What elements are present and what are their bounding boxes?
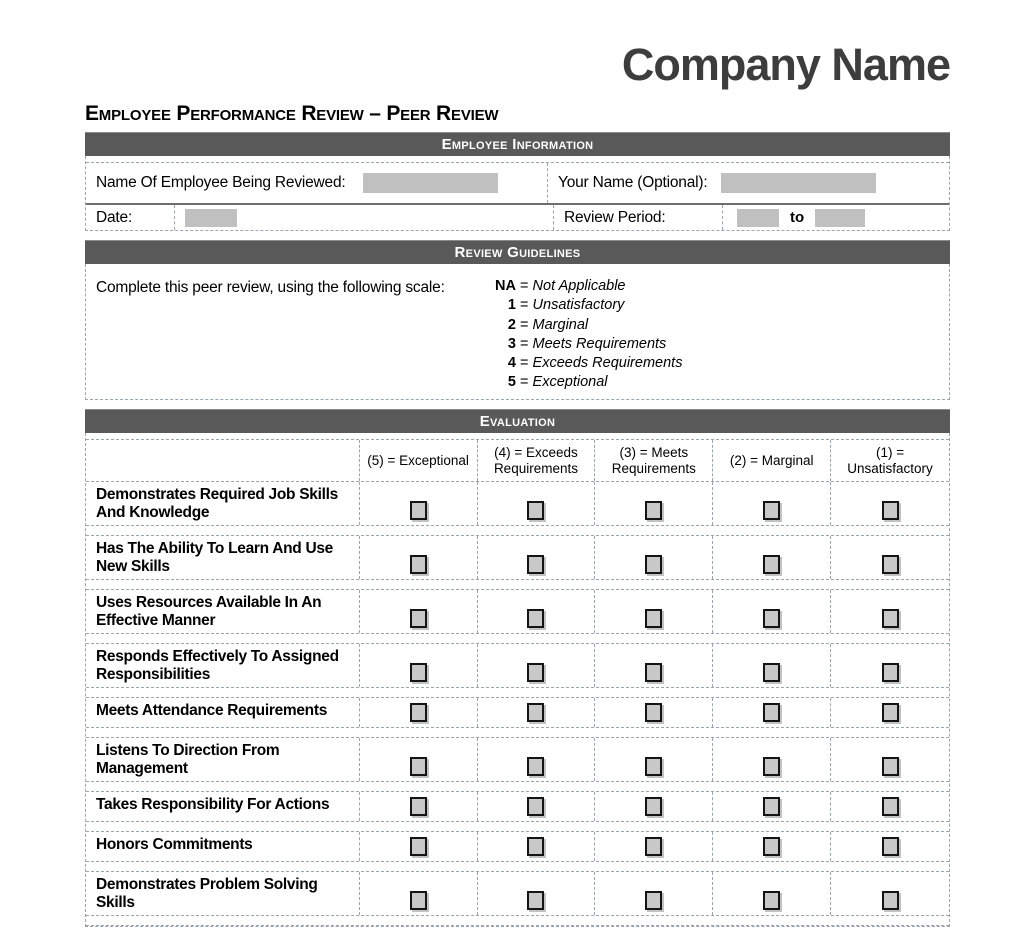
rating-cell — [831, 482, 949, 525]
rating-checkbox[interactable] — [882, 797, 899, 816]
rating-cell — [478, 482, 596, 525]
rating-checkbox[interactable] — [763, 703, 780, 722]
rating-checkbox[interactable] — [763, 555, 780, 574]
evaluation-row — [86, 792, 949, 822]
rating-checkbox[interactable] — [645, 663, 662, 682]
review-period-start-input[interactable] — [737, 209, 779, 227]
rating-column-header: (5) = Exceptional — [360, 440, 478, 481]
rating-cell — [713, 792, 831, 821]
spacer-row — [86, 728, 949, 738]
rating-checkbox[interactable] — [410, 797, 427, 816]
date-label: Date: — [96, 208, 133, 226]
rating-cell — [831, 738, 949, 781]
date-label-cell — [86, 205, 175, 230]
rating-column-header: (3) = Meets Requirements — [595, 440, 713, 481]
rating-checkbox[interactable] — [882, 555, 899, 574]
section-header-employee-information: Employee Information — [85, 132, 950, 156]
rating-cell — [595, 536, 713, 579]
evaluation-row — [86, 536, 949, 580]
date-input[interactable] — [185, 209, 237, 227]
rating-checkbox[interactable] — [763, 891, 780, 910]
criterion-label: Meets Attendance Requirements — [86, 698, 360, 727]
criterion-label: Takes Responsibility For Actions — [86, 792, 360, 821]
rating-column-header: (1) = Unsatisfactory — [847, 444, 933, 476]
date-input-cell — [175, 205, 554, 230]
criterion-label: Demonstrates Problem Solving Skills — [86, 872, 360, 915]
rating-cell — [595, 590, 713, 633]
rating-checkbox[interactable] — [763, 609, 780, 628]
rating-cell — [478, 832, 596, 861]
rating-cell — [360, 832, 478, 861]
rating-checkbox[interactable] — [527, 797, 544, 816]
rating-cell — [360, 792, 478, 821]
rating-checkbox[interactable] — [645, 703, 662, 722]
to-label: to — [790, 209, 805, 226]
rating-checkbox[interactable] — [410, 609, 427, 628]
scale-item: 4 = Exceeds Requirements — [507, 355, 683, 372]
rating-cell — [360, 738, 478, 781]
rating-cell — [831, 698, 949, 727]
form-page — [0, 39, 950, 927]
criterion-label: Honors Commitments — [86, 832, 360, 861]
rating-cell — [360, 536, 478, 579]
spacer-row — [86, 782, 949, 792]
evaluation-header-row — [86, 440, 949, 482]
rating-cell — [595, 872, 713, 915]
rating-cell — [713, 536, 831, 579]
criterion-column-header — [86, 440, 360, 481]
rating-checkbox[interactable] — [882, 837, 899, 856]
rating-cell — [360, 590, 478, 633]
rating-cell — [831, 644, 949, 687]
rating-checkbox[interactable] — [763, 501, 780, 520]
rating-cell — [713, 738, 831, 781]
section-header-evaluation: Evaluation — [85, 409, 950, 433]
scale-item: 5 = Exceptional — [507, 374, 608, 391]
your-name-cell — [548, 163, 949, 203]
rating-checkbox[interactable] — [410, 663, 427, 682]
rating-checkbox[interactable] — [527, 891, 544, 910]
rating-cell — [478, 644, 596, 687]
rating-checkbox[interactable] — [527, 663, 544, 682]
rating-checkbox[interactable] — [410, 891, 427, 910]
rating-cell — [595, 644, 713, 687]
rating-cell — [595, 482, 713, 525]
scale-item: NA = Not Applicable — [495, 278, 626, 294]
info-row-dates — [86, 205, 949, 230]
rating-checkbox[interactable] — [527, 609, 544, 628]
review-period-label-cell — [554, 205, 723, 230]
rating-checkbox[interactable] — [882, 703, 899, 722]
rating-checkbox[interactable] — [645, 501, 662, 520]
rating-checkbox[interactable] — [645, 609, 662, 628]
evaluation-row — [86, 738, 949, 782]
spacer-row — [86, 156, 949, 163]
rating-checkbox[interactable] — [410, 555, 427, 574]
review-period-label: Review Period: — [564, 208, 666, 226]
rating-cell — [713, 482, 831, 525]
rating-checkbox[interactable] — [410, 501, 427, 520]
rating-checkbox[interactable] — [763, 837, 780, 856]
criterion-label: Uses Resources Available In An Effective Manner — [86, 590, 360, 633]
rating-cell — [713, 698, 831, 727]
rating-cell — [713, 590, 831, 633]
rating-cell — [831, 872, 949, 915]
rating-cell — [360, 698, 478, 727]
rating-cell — [360, 872, 478, 915]
rating-checkbox[interactable] — [527, 757, 544, 776]
review-period-cell — [723, 205, 949, 230]
rating-cell — [595, 832, 713, 861]
spacer-row — [86, 822, 949, 832]
rating-checkbox[interactable] — [882, 891, 899, 910]
rating-cell — [713, 644, 831, 687]
rating-cell — [360, 482, 478, 525]
rating-cell — [831, 590, 949, 633]
spacer-row — [86, 916, 949, 926]
rating-checkbox[interactable] — [645, 891, 662, 910]
rating-cell — [831, 536, 949, 579]
evaluation-row — [86, 644, 949, 688]
spacer-row — [86, 688, 949, 698]
spacer-row — [86, 433, 949, 440]
info-row-names — [86, 163, 949, 203]
spacer-row — [86, 862, 949, 872]
rating-checkbox[interactable] — [763, 757, 780, 776]
employee-name-cell — [86, 163, 548, 203]
rating-scale-legend — [486, 277, 949, 393]
rating-cell — [831, 832, 949, 861]
rating-cell — [360, 644, 478, 687]
rating-checkbox[interactable] — [645, 757, 662, 776]
review-guidelines-box — [85, 264, 950, 400]
rating-cell — [595, 792, 713, 821]
employee-information-table — [85, 156, 950, 231]
evaluation-row — [86, 872, 949, 916]
your-name-label: Your Name (Optional): — [558, 174, 708, 191]
evaluation-row — [86, 698, 949, 728]
evaluation-row — [86, 832, 949, 862]
employee-name-input[interactable] — [363, 173, 498, 193]
criterion-label: Demonstrates Required Job Skills And Knowledge — [86, 482, 360, 525]
evaluation-row — [86, 482, 949, 526]
evaluation-row — [86, 590, 949, 634]
rating-cell — [713, 832, 831, 861]
guidelines-intro: Complete this peer review, using the following scale: — [96, 279, 445, 296]
rating-checkbox[interactable] — [410, 757, 427, 776]
rating-checkbox[interactable] — [882, 501, 899, 520]
rating-checkbox[interactable] — [645, 837, 662, 856]
rating-checkbox[interactable] — [645, 555, 662, 574]
scale-item: 3 = Meets Requirements — [507, 335, 667, 352]
rating-checkbox[interactable] — [882, 609, 899, 628]
criterion-label: Responds Effectively To Assigned Responsibilities — [86, 644, 360, 687]
employee-name-label: Name Of Employee Being Reviewed: — [96, 174, 346, 191]
rating-column-header: (4) = Exceeds Requirements — [478, 440, 596, 481]
rating-cell — [595, 738, 713, 781]
rating-checkbox[interactable] — [527, 837, 544, 856]
rating-cell — [478, 698, 596, 727]
rating-cell — [478, 738, 596, 781]
rating-checkbox[interactable] — [645, 797, 662, 816]
criterion-label: Listens To Direction From Management — [86, 738, 360, 781]
spacer-row — [86, 526, 949, 536]
rating-cell — [831, 792, 949, 821]
rating-cell — [595, 698, 713, 727]
rating-checkbox[interactable] — [763, 663, 780, 682]
rating-cell — [478, 792, 596, 821]
scale-item: 2 = Marginal — [507, 316, 589, 333]
review-period-end-input[interactable] — [815, 209, 865, 227]
criterion-label: Has The Ability To Learn And Use New Skills — [86, 536, 360, 579]
spacer-row — [86, 580, 949, 590]
rating-cell — [478, 536, 596, 579]
rating-cell — [478, 590, 596, 633]
rating-checkbox[interactable] — [882, 757, 899, 776]
spacer-row — [86, 634, 949, 644]
evaluation-table — [85, 433, 950, 927]
rating-checkbox[interactable] — [882, 663, 899, 682]
rating-checkbox[interactable] — [527, 555, 544, 574]
rating-checkbox[interactable] — [410, 703, 427, 722]
form-title: Employee Performance Review – Peer Review — [85, 102, 499, 125]
rating-checkbox[interactable] — [763, 797, 780, 816]
your-name-input[interactable] — [721, 173, 876, 193]
rating-cell — [478, 872, 596, 915]
rating-column-header: (2) = Marginal — [713, 440, 831, 481]
rating-cell — [713, 872, 831, 915]
rating-checkbox[interactable] — [527, 703, 544, 722]
scale-item: 1 = Unsatisfactory — [507, 297, 625, 314]
rating-checkbox[interactable] — [410, 837, 427, 856]
company-name: Company Name — [621, 39, 950, 90]
section-header-review-guidelines: Review Guidelines — [85, 240, 950, 264]
rating-checkbox[interactable] — [527, 501, 544, 520]
